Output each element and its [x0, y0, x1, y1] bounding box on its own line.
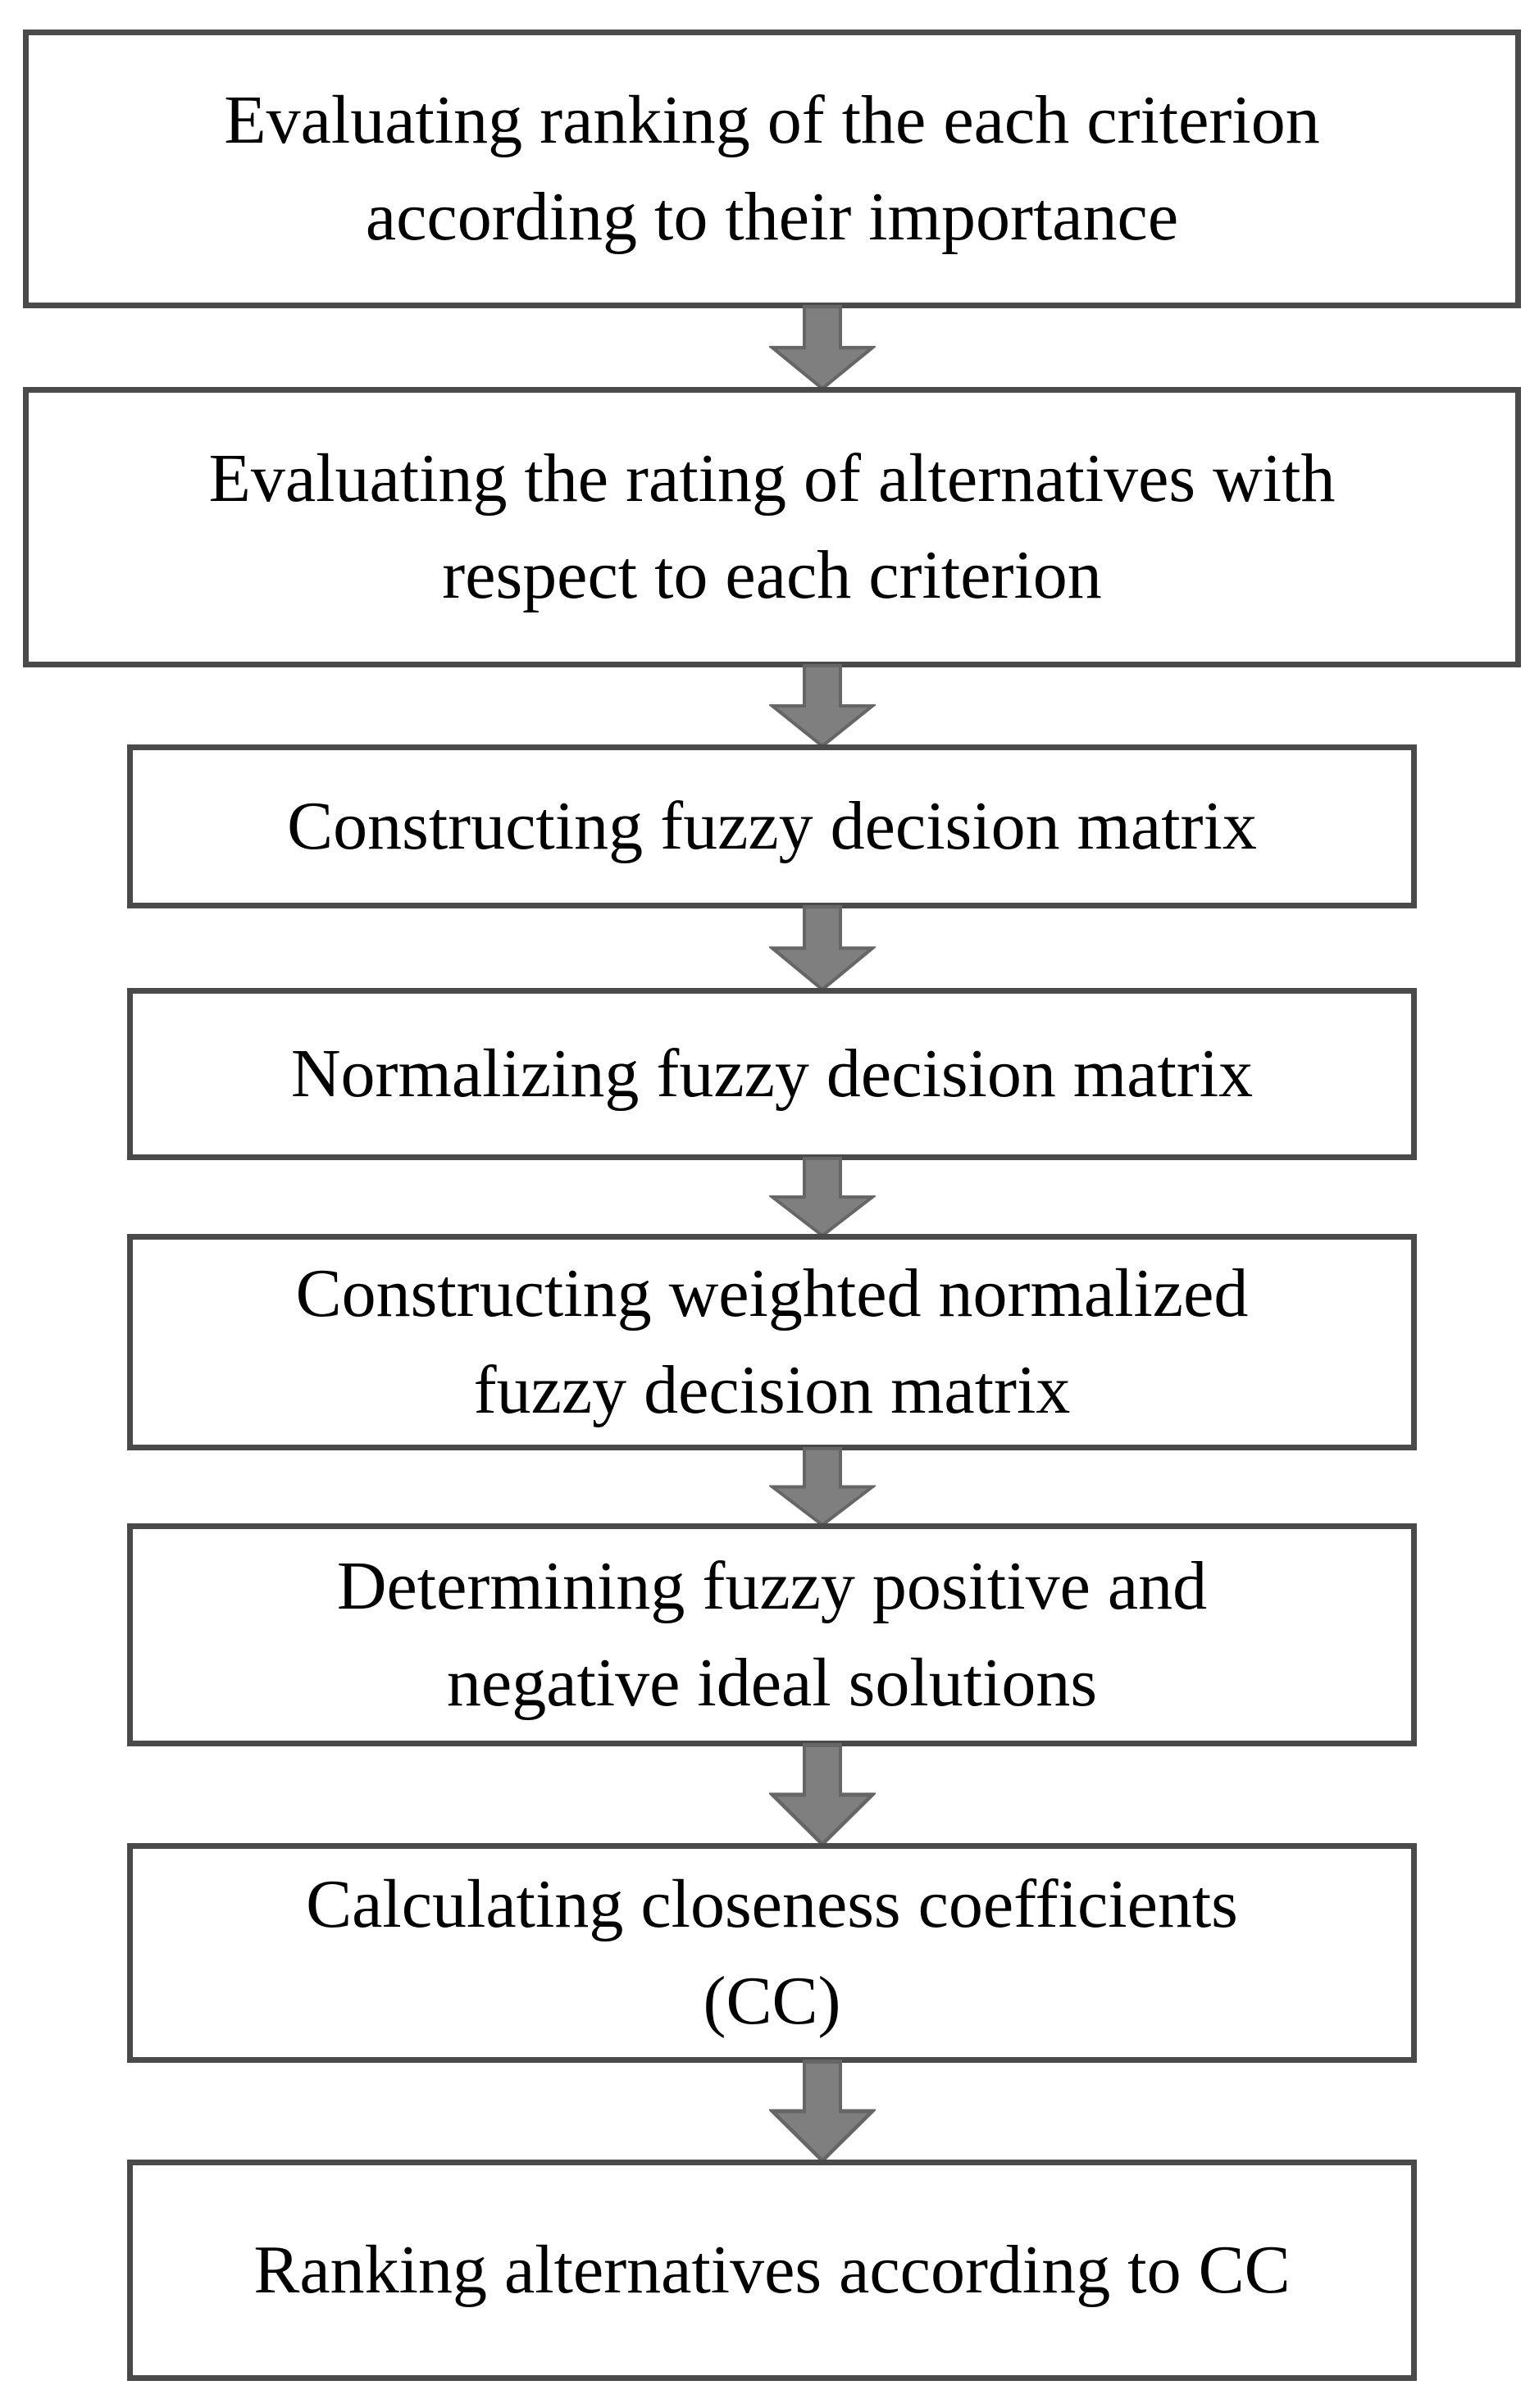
step-box-construct-decision-matrix	[127, 744, 1417, 908]
step-box-normalize-matrix	[127, 988, 1417, 1160]
step-label: Ranking alternatives according to CC	[253, 2232, 1291, 2308]
step-box-evaluate-criteria-ranking	[23, 30, 1521, 308]
down-arrow-icon	[769, 1743, 876, 1846]
step-box-weighted-normalized-matrix	[127, 1234, 1417, 1450]
step-label: Evaluating ranking of the each criterion according to their importance	[224, 82, 1320, 255]
down-arrow-icon	[769, 305, 876, 390]
down-arrow-icon	[769, 2060, 876, 2163]
step-label: Normalizing fuzzy decision matrix	[290, 1036, 1254, 1112]
step-box-evaluate-alternatives-rating	[23, 387, 1521, 667]
step-box-ideal-solutions	[127, 1523, 1417, 1746]
down-arrow-icon	[769, 1157, 876, 1237]
down-arrow-icon	[769, 664, 876, 748]
step-label: Constructing weighted normalized fuzzy decision matrix	[295, 1255, 1249, 1428]
step-label: Determining fuzzy positive and negative ideal solutions	[336, 1548, 1208, 1721]
step-box-rank-alternatives	[127, 2160, 1417, 2381]
step-label: Calculating closeness coefficients (CC)	[306, 1866, 1238, 2039]
down-arrow-icon	[769, 905, 876, 991]
step-box-closeness-coefficients	[127, 1843, 1417, 2063]
step-label: Constructing fuzzy decision matrix	[287, 788, 1257, 864]
step-label: Evaluating the rating of alternatives with respect to each criterion	[208, 440, 1336, 613]
down-arrow-icon	[769, 1447, 876, 1527]
